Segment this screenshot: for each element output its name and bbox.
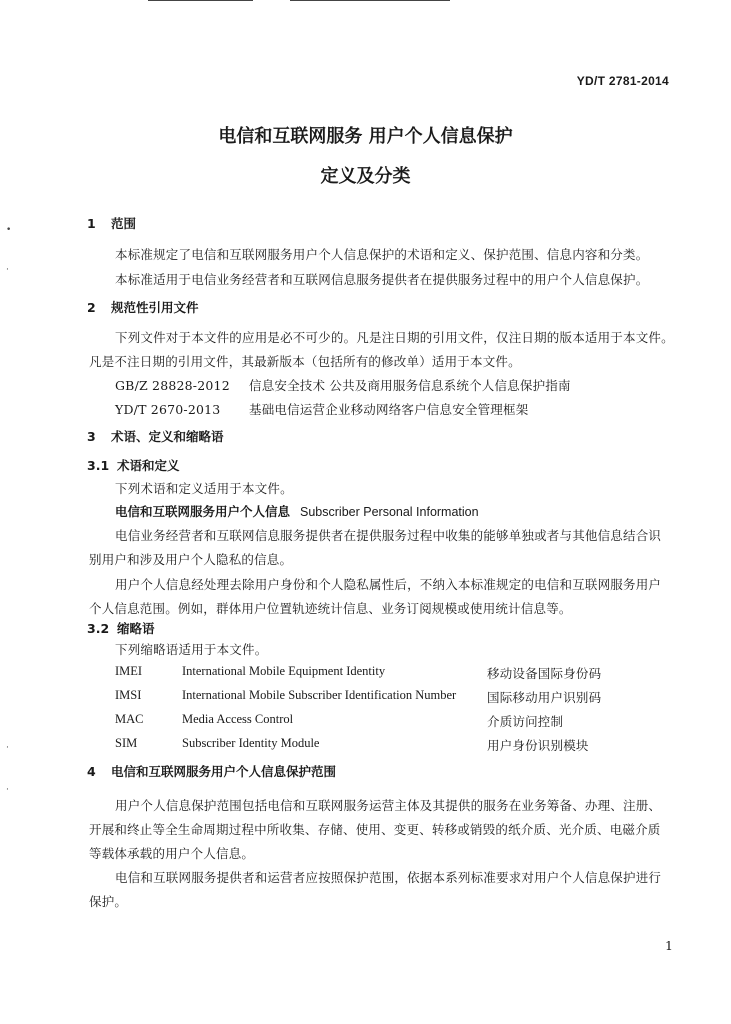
scan-mark: ·	[6, 785, 9, 795]
reference-item	[115, 400, 528, 418]
paragraph: 等载体承载的用户个人信息。	[89, 846, 255, 861]
standard-number: YD/T 2781-2014	[576, 74, 669, 88]
reference-code: YD/T 2670-2013	[115, 402, 221, 417]
paragraph: 下列术语和定义适用于本文件。	[115, 481, 293, 496]
section-3-2-heading	[87, 619, 155, 637]
scan-mark: •	[6, 225, 12, 235]
term-entry	[115, 502, 479, 520]
paragraph: 下列文件对于本文件的应用是必不可少的。凡是注日期的引用文件，仅注日期的版本适用于本文件。	[115, 330, 674, 345]
paragraph: 电信业务经营者和互联网信息服务提供者在提供服务过程中收集的能够单独或者与其他信息结合识	[115, 528, 662, 543]
section-3-1-heading	[87, 456, 180, 474]
term-chinese: 电信和互联网服务用户个人信息	[115, 504, 291, 519]
abbreviation-chinese: 国际移动用户识别码	[487, 690, 602, 705]
reference-title: 信息安全技术 公共及商用服务信息系统个人信息保护指南	[249, 378, 571, 393]
paragraph: 本标准规定了电信和互联网服务用户个人信息保护的术语和定义、保护范围、信息内容和分类。	[115, 247, 649, 262]
scan-mark: ·	[6, 743, 9, 753]
paragraph: 个人信息范围。例如，群体用户位置轨迹统计信息、业务订阅规模或使用统计信息等。	[89, 601, 572, 616]
abbreviation: IMEI	[115, 664, 143, 678]
section-title: 术语、定义和缩略语	[111, 429, 224, 444]
document-title-line1: 电信和互联网服务 用户个人信息保护	[218, 126, 513, 147]
paragraph: 本标准适用于电信业务经营者和互联网信息服务提供者在提供服务过程中的用户个人信息保护。	[115, 272, 649, 287]
abbreviation-chinese: 移动设备国际身份码	[487, 666, 602, 681]
paragraph: 用户个人信息保护范围包括电信和互联网服务运营主体及其提供的服务在业务筹备、办理、注册、	[115, 798, 662, 813]
abbreviation-chinese: 介质访问控制	[487, 714, 564, 729]
section-2-heading	[87, 298, 199, 316]
abbreviation-english: Subscriber Identity Module	[182, 736, 320, 750]
abbreviation-english: International Mobile Subscriber Identification Number	[182, 688, 457, 702]
abbreviation: MAC	[115, 712, 144, 726]
section-number: 4	[87, 764, 96, 779]
reference-code: GB/Z 28828-2012	[115, 378, 230, 393]
reference-item	[115, 376, 571, 394]
section-number: 3.2	[87, 621, 110, 636]
paragraph: 开展和终止等全生命周期过程中所收集、存储、使用、变更、转移或销毁的纸介质、光介质、电磁介质	[89, 822, 661, 837]
section-number: 3	[87, 429, 96, 444]
abbreviation-chinese: 用户身份识别模块	[487, 738, 589, 753]
scan-mark: ·	[6, 265, 9, 275]
section-title: 范围	[111, 216, 137, 231]
abbreviation: SIM	[115, 736, 138, 750]
section-number: 2	[87, 300, 96, 315]
term-english: Subscriber Personal Information	[300, 505, 479, 519]
section-1-heading	[87, 214, 136, 232]
section-title: 术语和定义	[117, 458, 180, 473]
scan-edge-line	[290, 0, 450, 1]
section-title: 电信和互联网服务用户个人信息保护范围	[111, 764, 337, 779]
section-4-heading	[87, 762, 336, 780]
section-title: 缩略语	[117, 621, 155, 636]
paragraph: 别用户和涉及用户个人隐私的信息。	[89, 552, 293, 567]
document-title-line2: 定义及分类	[320, 166, 411, 187]
paragraph: 电信和互联网服务提供者和运营者应按照保护范围，依据本系列标准要求对用户个人信息保护进行	[115, 870, 662, 885]
abbreviation: IMSI	[115, 688, 142, 702]
reference-title: 基础电信运营企业移动网络客户信息安全管理框架	[249, 402, 529, 417]
abbreviation-english: Media Access Control	[182, 712, 294, 726]
paragraph: 下列缩略语适用于本文件。	[115, 642, 268, 657]
abbreviation-english: International Mobile Equipment Identity	[182, 664, 386, 678]
paragraph: 用户个人信息经处理去除用户身份和个人隐私属性后，不纳入本标准规定的电信和互联网服务用户	[115, 577, 662, 592]
scan-edge-line	[148, 0, 253, 1]
section-number: 1	[87, 216, 96, 231]
paragraph: 凡是不注日期的引用文件，其最新版本（包括所有的修改单）适用于本文件。	[89, 354, 521, 369]
section-3-heading	[87, 427, 224, 445]
section-number: 3.1	[87, 458, 110, 473]
section-title: 规范性引用文件	[111, 300, 199, 315]
paragraph: 保护。	[89, 894, 128, 909]
page-number: 1	[665, 938, 673, 953]
